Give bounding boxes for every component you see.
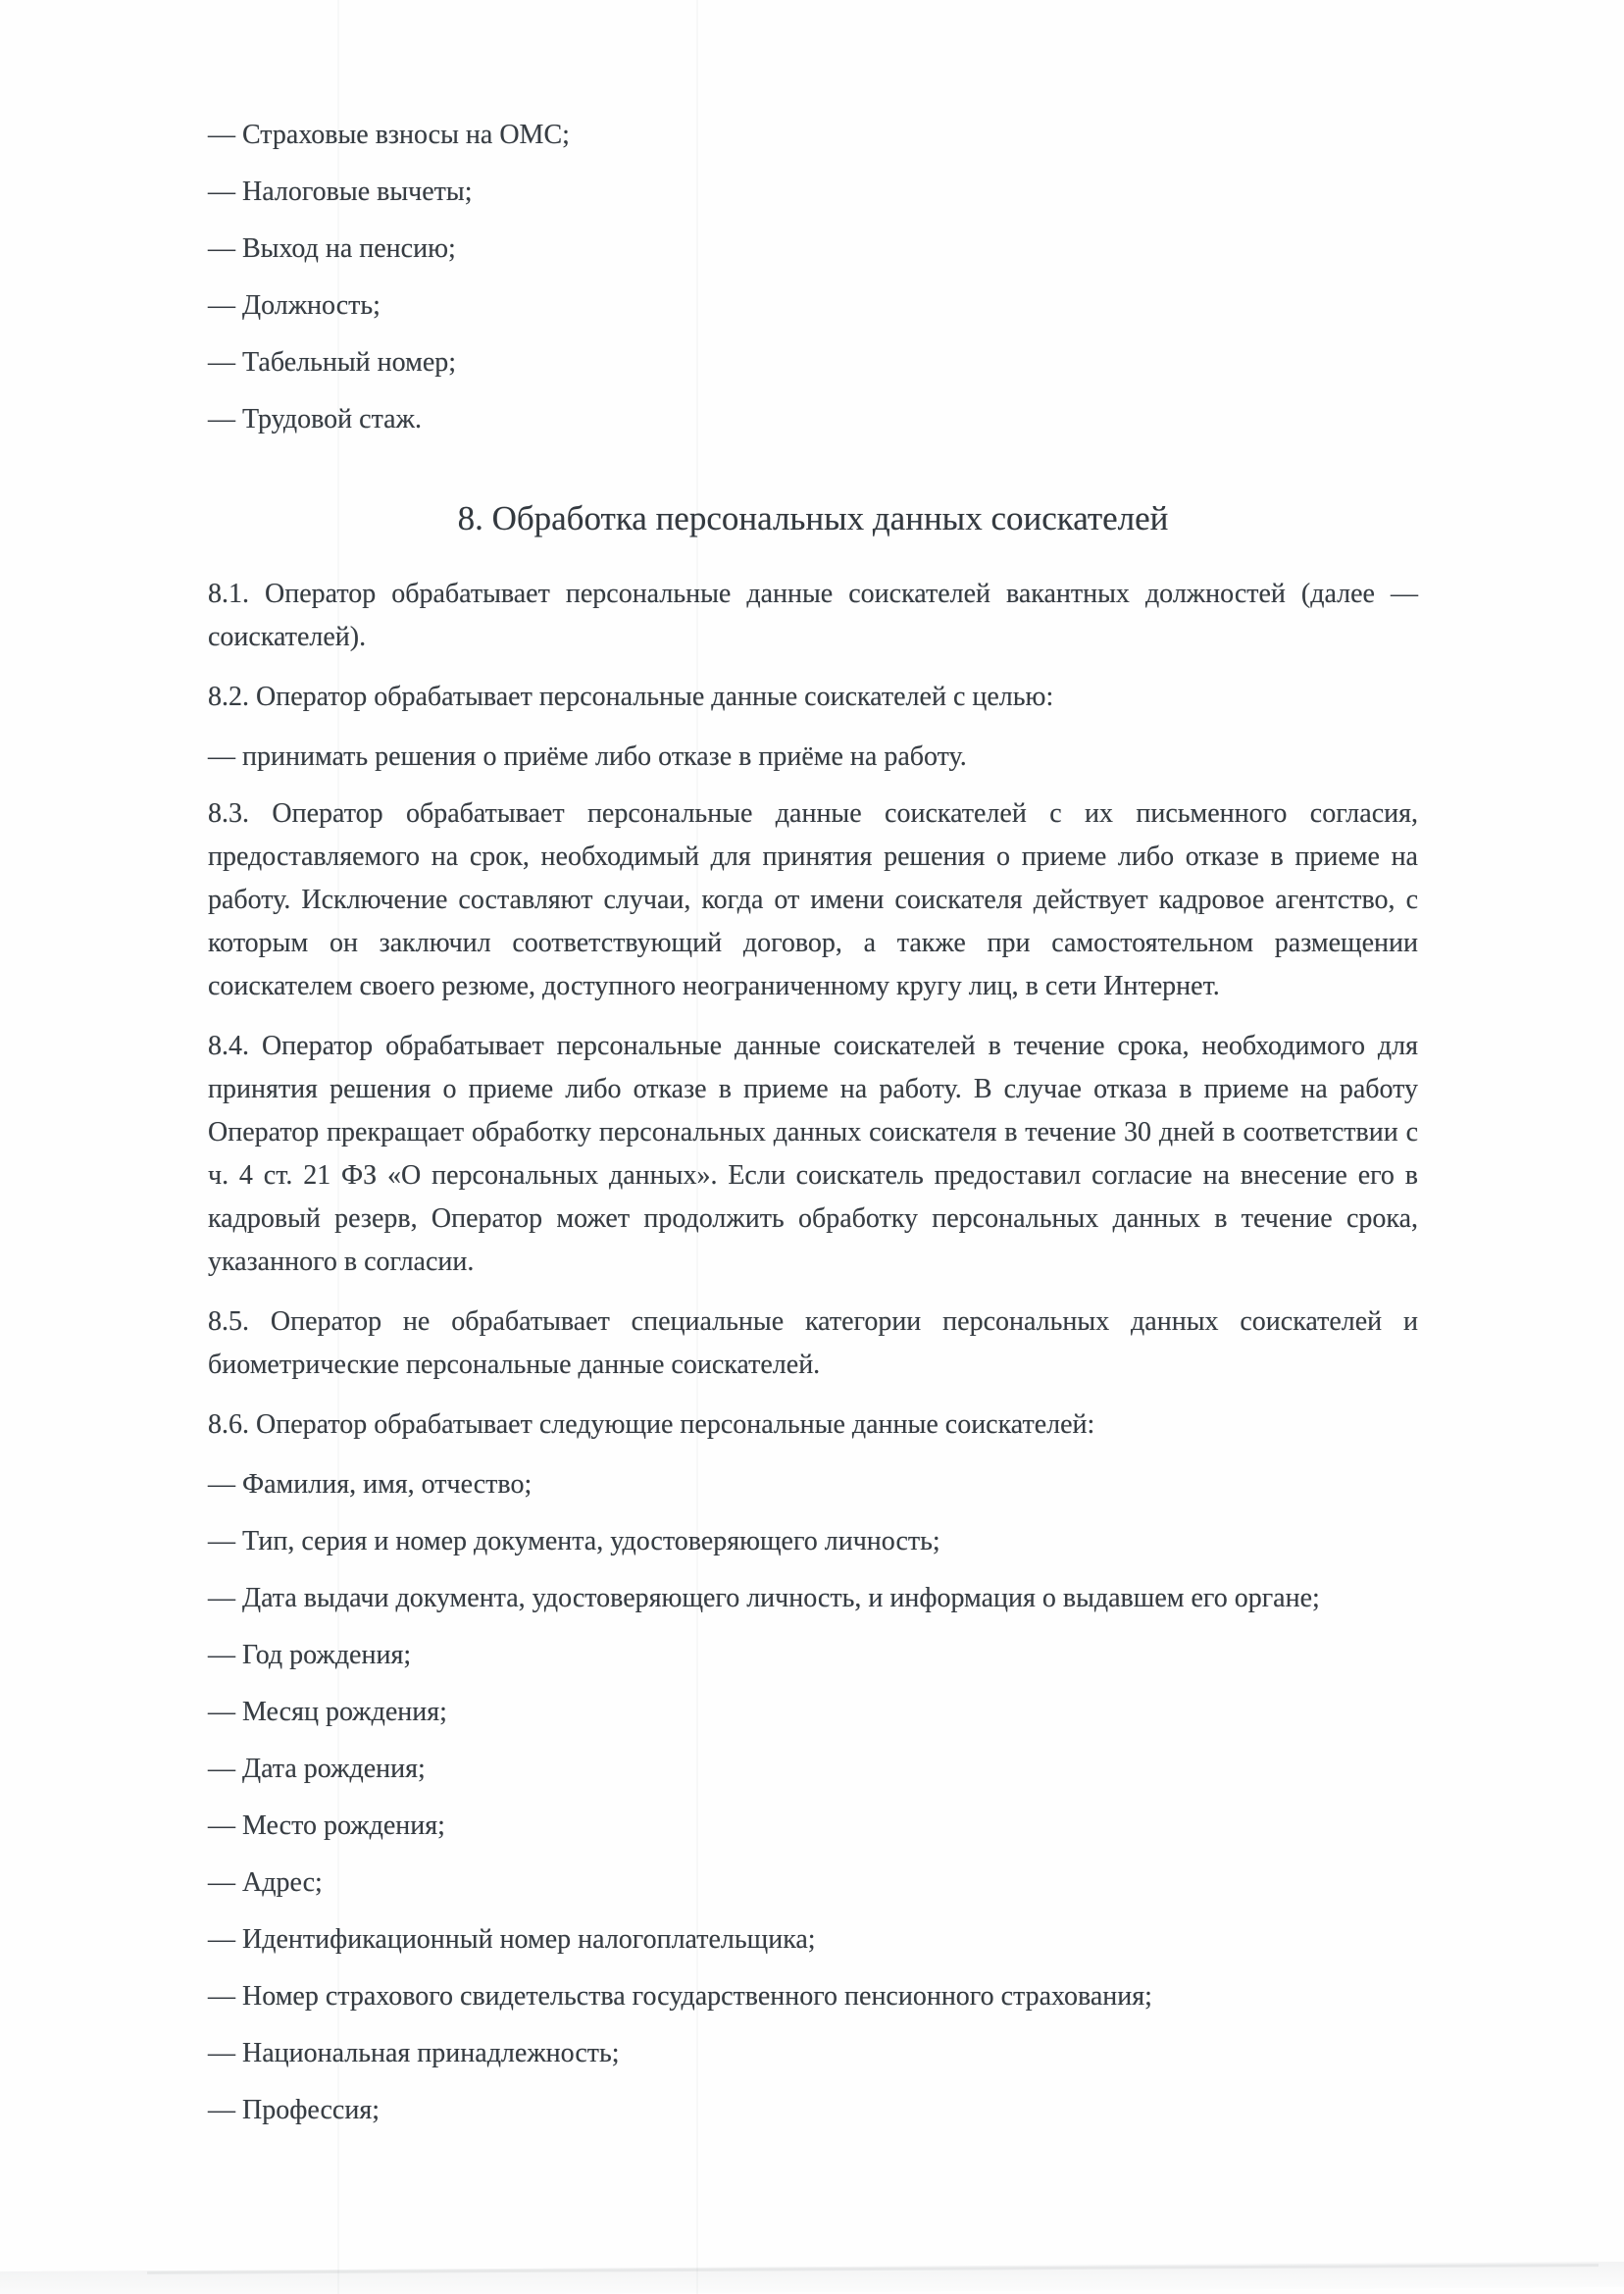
list-item: — Национальная принадлежность; (208, 2038, 620, 2068)
list-item: — Дата выдачи документа, удостоверяющего личность, и информация о выдавшем его органе; (208, 1583, 1320, 1613)
list-item: — Трудовой стаж. (208, 404, 422, 434)
list-item: — Фамилия, имя, отчество; (208, 1469, 533, 1500)
list-item: — Место рождения; (208, 1810, 445, 1841)
paragraph-8-4: 8.4. Оператор обрабатывает персональные данные соискателей в течение срока, необходимого для принятия решения о приеме либо отказе в приеме на работу. В случае отказа в приеме на работу Оператор прекращает обработку персональных данных соискателя в течение 30 дней в соответствии с ч. 4 ст. 21 ФЗ «О персональных данных». Если соискатель предоставил согласие на внесение его в кадровый резерв, Оператор может продолжить обработку персональных данных в течение срока, указанного в согласии. (208, 1031, 1418, 1277)
paragraph-8-5: 8.5. Оператор не обрабатывает специальные категории персональных данных соискателей и биометрические персональные данные соискателей. (208, 1306, 1418, 1380)
list-item: — Должность; (208, 290, 381, 321)
document-content (208, 114, 1418, 2146)
list-item: — Дата рождения; (208, 1754, 426, 1784)
list-item: — принимать решения о приёме либо отказе в приёме на работу. (208, 741, 967, 772)
list-item: — Страховые взносы на ОМС; (208, 120, 570, 150)
list-item: — Месяц рождения; (208, 1697, 447, 1727)
list-item: — Профессия; (208, 2095, 380, 2125)
list-item: — Тип, серия и номер документа, удостоверяющего личность; (208, 1526, 940, 1556)
section-heading: 8. Обработка персональных данных соискателей (457, 499, 1169, 537)
paragraph-8-6: 8.6. Оператор обрабатывает следующие персональные данные соискателей: (208, 1409, 1095, 1440)
paragraph-8-2: 8.2. Оператор обрабатывает персональные данные соискателей с целью: (208, 682, 1054, 712)
scan-artifact-page-edge (147, 2264, 1599, 2274)
list-item: — Номер страхового свидетельства государственного пенсионного страхования; (208, 1981, 1152, 2012)
list-item: — Год рождения; (208, 1640, 412, 1670)
paragraph-8-1: 8.1. Оператор обрабатывает персональные данные соискателей вакантных должностей (далее — соискателей). (208, 579, 1418, 652)
list-item: — Табельный номер; (208, 347, 457, 378)
list-item: — Выход на пенсию; (208, 233, 456, 264)
list-item: — Адрес; (208, 1867, 323, 1898)
list-item: — Идентификационный номер налогоплательщика; (208, 1924, 816, 1955)
paragraph-8-3: 8.3. Оператор обрабатывает персональные данные соискателей с их письменного согласия, предоставляемого на срок, необходимый для принятия решения о приеме либо отказе в приеме на работу. Исключение составляют случаи, когда от имени соискателя действует кадровое агентство, с которым он заключил соответствующий договор, а также при самостоятельном размещении соискателем своего резюме, доступного неограниченному кругу лиц, в сети Интернет. (208, 798, 1418, 1001)
scan-artifact-bottom-shadow (0, 2262, 1624, 2294)
list-item: — Налоговые вычеты; (208, 177, 473, 207)
